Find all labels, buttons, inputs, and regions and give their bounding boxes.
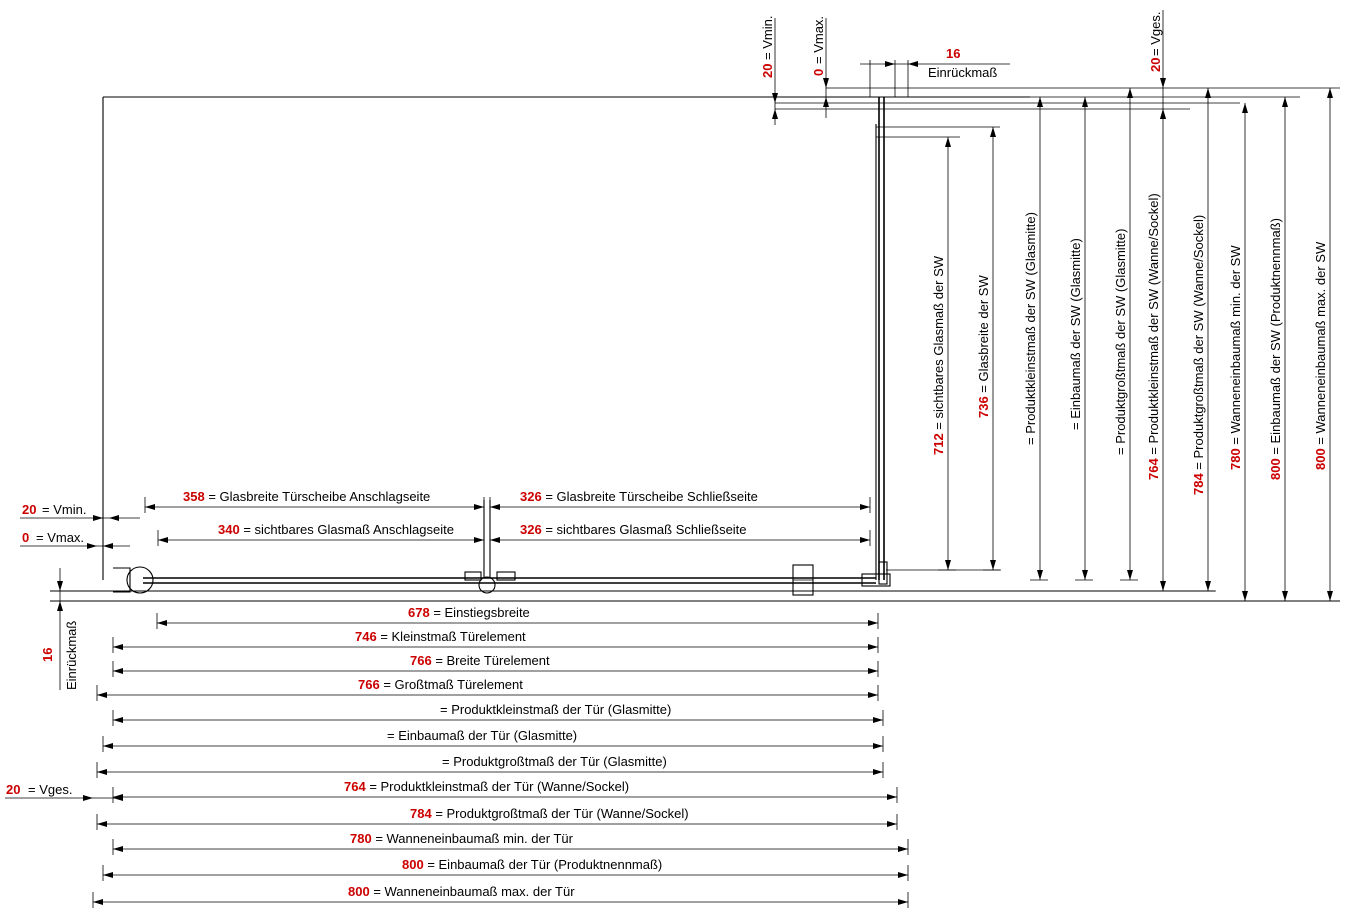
left-vmin-value: 20 — [22, 502, 37, 517]
vertical-dim-value: 736 — [976, 392, 991, 418]
door-glass — [113, 500, 876, 595]
horizontal-dim-row — [97, 754, 883, 778]
horizontal-dim-label: = Wanneneinbaumaß max. der Tür — [373, 884, 575, 899]
glass-dim-text — [520, 489, 758, 504]
vertical-dim-text — [1068, 238, 1083, 430]
vertical-dim-value: 800 — [1313, 444, 1328, 470]
left-einrueck-dim — [40, 568, 79, 690]
vertical-dim-label: = Wanneneinbaumaß max. der SW — [1313, 241, 1328, 445]
horizontal-dim-row — [113, 653, 878, 677]
horizontal-dim-label: = Einbaumaß der Tür (Glasmitte) — [387, 728, 578, 743]
horizontal-dim-row — [157, 605, 878, 629]
vertical-dim-row — [1113, 88, 1138, 580]
left-vmin-dim — [20, 502, 140, 521]
glass-dim-label: = sichtbares Glasmaß Schließseite — [545, 522, 747, 537]
top-vmin-value: 20 — [760, 63, 775, 78]
horizontal-dim-text — [358, 677, 523, 692]
horizontal-dim-label: = Einstiegsbreite — [433, 605, 530, 620]
vertical-dim-value: 764 — [1146, 454, 1161, 480]
vertical-dim-label: = Einbaumaß der SW (Glasmitte) — [1068, 238, 1083, 430]
vertical-dim-text — [931, 255, 946, 455]
top-vges-label: = Vges. — [1148, 11, 1163, 56]
vertical-dim-text — [976, 275, 991, 418]
glass-dim-row — [490, 522, 870, 546]
horizontal-dim-text — [440, 702, 671, 717]
vertical-dimensions — [931, 88, 1338, 601]
horizontal-dim-text — [387, 728, 577, 743]
horizontal-dim-text — [410, 653, 550, 668]
vertical-dim-row — [1313, 88, 1338, 601]
horizontal-dim-value: 746 — [355, 629, 381, 644]
glass-dim-value: 326 — [520, 489, 546, 504]
horizontal-dim-row — [113, 779, 897, 803]
horizontal-dim-value: 766 — [358, 677, 384, 692]
vertical-dim-row — [1068, 97, 1093, 580]
vertical-dim-text — [1113, 229, 1128, 455]
horizontal-dim-value: 780 — [350, 831, 376, 846]
horizontal-dim-row — [113, 702, 883, 726]
vertical-dim-text — [1228, 245, 1243, 470]
horizontal-dim-label: = Kleinstmaß Türelement — [380, 629, 526, 644]
glass-dim-text — [520, 522, 747, 537]
horizontal-dim-value: 800 — [348, 884, 374, 899]
glass-dim-label: = Glasbreite Türscheibe Schließseite — [545, 489, 758, 504]
glass-dim-row — [145, 489, 484, 513]
top-vmax-label: = Vmax. — [811, 15, 826, 64]
vertical-dim-row — [1228, 103, 1253, 601]
left-vges-value: 20 — [6, 782, 21, 797]
horizontal-dim-row — [93, 884, 908, 908]
horizontal-dim-row — [97, 677, 878, 701]
vertical-dim-row — [1191, 88, 1216, 591]
vertical-dim-row — [1268, 97, 1293, 601]
horizontal-dim-text — [410, 806, 689, 821]
left-vmax-value: 0 — [22, 530, 30, 545]
horizontal-dim-value: 766 — [410, 653, 436, 668]
horizontal-dim-label: = Großtmaß Türelement — [383, 677, 523, 692]
horizontal-dim-row — [97, 806, 897, 830]
left-vges-dim — [5, 782, 123, 801]
left-vmax-label: = Vmax. — [36, 530, 85, 545]
horizontal-dim-value: 678 — [408, 605, 434, 620]
glass-dim-text — [218, 522, 454, 537]
horizontal-dim-label: = Wanneneinbaumaß min. der Tür — [375, 831, 573, 846]
left-vmin-label: = Vmin. — [42, 502, 87, 517]
horizontal-dim-row — [113, 831, 908, 855]
horizontal-dim-text — [408, 605, 530, 620]
horizontal-dim-label: = Produktgroßtmaß der Tür (Wanne/Sockel) — [435, 806, 689, 821]
glass-dim-label: = Glasbreite Türscheibe Anschlagseite — [208, 489, 431, 504]
vertical-dim-text — [1191, 215, 1206, 495]
vertical-dim-value: 784 — [1191, 469, 1206, 495]
vertical-dim-row — [1023, 97, 1048, 580]
vertical-dim-text — [1313, 241, 1328, 470]
horizontal-dimensions — [93, 605, 908, 908]
horizontal-dim-label: = Produktkleinstmaß der Tür (Wanne/Sockel) — [369, 779, 630, 794]
horizontal-dim-text — [442, 754, 667, 769]
horizontal-dim-label: = Produktkleinstmaß der Tür (Glasmitte) — [440, 702, 672, 717]
top-vmin-label: = Vmin. — [760, 15, 775, 60]
horizontal-dim-value: 800 — [402, 857, 428, 872]
vertical-dim-label: = Wanneneinbaumaß min. der SW — [1228, 245, 1243, 445]
vertical-dim-text — [1023, 212, 1038, 445]
vertical-dim-row — [976, 127, 1001, 570]
vertical-dim-label: = Produktkleinstmaß der SW (Glasmitte) — [1023, 212, 1038, 445]
horizontal-dim-value: 764 — [344, 779, 370, 794]
left-vges-label: = Vges. — [28, 782, 73, 797]
top-einrueck-value: 16 — [946, 46, 961, 61]
vertical-dim-label: = Glasbreite der SW — [976, 275, 991, 393]
vertical-dim-label: = Produktkleinstmaß der SW (Wanne/Sockel) — [1146, 193, 1161, 455]
horizontal-dim-row — [103, 728, 883, 752]
horizontal-dim-text — [348, 884, 575, 899]
vertical-dim-label: = Produktgroßtmaß der SW (Glasmitte) — [1113, 228, 1128, 455]
horizontal-dim-label: = Einbaumaß der Tür (Produktnennmaß) — [427, 857, 663, 872]
horizontal-dim-row — [103, 857, 908, 881]
left-vmax-dim — [20, 530, 130, 549]
left-einrueck-label: Einrückmaß — [64, 620, 79, 690]
vertical-dim-label: = Produktgroßtmaß der SW (Wanne/Sockel) — [1191, 214, 1206, 470]
top-einrueck-dim — [860, 46, 1010, 80]
vertical-dim-label: = sichtbares Glasmaß der SW — [931, 255, 946, 430]
horizontal-dim-text — [402, 857, 662, 872]
vertical-dim-text — [1146, 193, 1161, 480]
horizontal-dim-label: = Produktgroßtmaß der Tür (Glasmitte) — [442, 754, 667, 769]
vertical-dim-value: 780 — [1228, 444, 1243, 470]
top-vges-value: 20 — [1148, 57, 1163, 72]
vertical-dim-row — [931, 137, 956, 570]
horizontal-dim-text — [355, 629, 526, 644]
glass-dim-value: 358 — [183, 489, 209, 504]
glass-dim-row — [158, 522, 484, 546]
vertical-dim-row — [1146, 109, 1171, 591]
glass-dim-row — [490, 489, 870, 513]
vertical-dim-value: 800 — [1268, 454, 1283, 480]
glass-dimensions — [145, 489, 870, 546]
top-vmin-dim — [760, 16, 778, 125]
vertical-dim-label: = Einbaumaß der SW (Produktnennmaß) — [1268, 218, 1283, 455]
glass-dim-value: 326 — [520, 522, 546, 537]
left-einrueck-value: 16 — [40, 647, 55, 662]
glass-dim-text — [183, 489, 430, 504]
top-vmax-value: 0 — [811, 68, 826, 76]
horizontal-dim-text — [344, 779, 629, 794]
vertical-dim-value: 712 — [931, 429, 946, 455]
horizontal-dim-label: = Breite Türelement — [435, 653, 550, 668]
horizontal-dim-text — [350, 831, 574, 846]
horizontal-dim-row — [113, 629, 878, 653]
vertical-dim-text — [1268, 218, 1283, 480]
top-einrueck-label: Einrückmaß — [928, 65, 998, 80]
horizontal-dim-value: 784 — [410, 806, 436, 821]
glass-dim-label: = sichtbares Glasmaß Anschlagseite — [243, 522, 454, 537]
glass-dim-value: 340 — [218, 522, 244, 537]
